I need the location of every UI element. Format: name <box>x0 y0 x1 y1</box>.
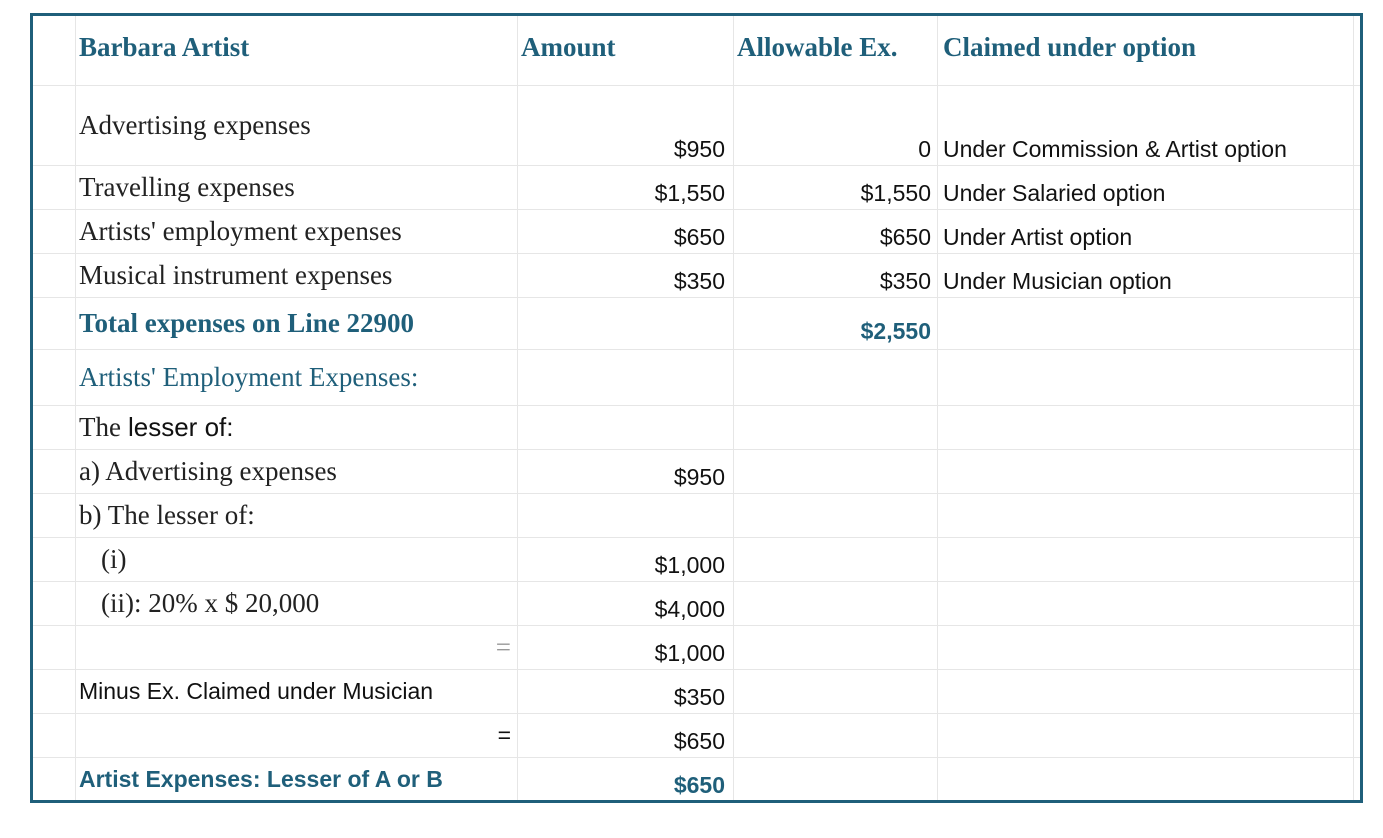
expense-label-cell[interactable]: Musical instrument expenses <box>79 260 393 290</box>
header-amount-cell[interactable]: Amount <box>521 32 616 62</box>
table-row <box>33 538 1363 582</box>
table-row <box>33 166 1363 210</box>
expense-amount-cell[interactable]: $950 <box>673 136 725 162</box>
lesser-prefix: The <box>79 412 121 442</box>
table-row <box>33 582 1363 626</box>
calc-label-cell[interactable]: (i) <box>101 544 127 574</box>
expense-label-cell[interactable]: Artists' employment expenses <box>79 216 402 246</box>
header-name-cell[interactable]: Barbara Artist <box>79 32 250 62</box>
expense-label-cell[interactable]: Travelling expenses <box>79 172 295 202</box>
calc-label-cell[interactable]: Minus Ex. Claimed under Musician <box>79 678 434 704</box>
table-row <box>33 254 1363 298</box>
calc-label-cell[interactable]: a) Advertising expenses <box>79 456 337 486</box>
equals-sign-cell[interactable]: = <box>495 632 511 662</box>
total-label-cell[interactable]: Total expenses on Line 22900 <box>79 308 415 338</box>
table-row <box>33 494 1363 538</box>
table-row <box>33 670 1363 714</box>
result-label-cell[interactable]: Artist Expenses: Lesser of A or B <box>79 766 443 792</box>
expense-allowable-cell[interactable]: $1,550 <box>860 180 931 206</box>
result-amount-cell[interactable]: $650 <box>673 772 725 798</box>
calc-amount-cell[interactable]: $950 <box>673 464 725 490</box>
lesser-of-cell[interactable] <box>75 406 517 449</box>
expense-option-cell[interactable]: Under Musician option <box>943 268 1172 294</box>
header-row <box>33 16 1363 86</box>
header-allowable-cell[interactable]: Allowable Ex. <box>737 32 898 62</box>
calc-amount-cell[interactable]: $1,000 <box>654 640 725 666</box>
table-row <box>33 86 1363 166</box>
lesser-suffix: lesser of: <box>127 412 234 442</box>
expense-option-cell[interactable]: Under Commission & Artist option <box>943 136 1287 162</box>
calc-amount-cell[interactable]: $350 <box>673 684 725 710</box>
spreadsheet-grid <box>33 16 1363 803</box>
total-row <box>33 298 1363 350</box>
expense-allowable-cell[interactable]: $650 <box>879 224 931 250</box>
table-row <box>33 350 1363 406</box>
empty-cell[interactable] <box>517 298 733 349</box>
expense-allowable-cell[interactable]: $350 <box>879 268 931 294</box>
expense-allowable-cell[interactable]: 0 <box>918 136 931 162</box>
calc-amount-cell[interactable]: $650 <box>673 728 725 754</box>
table-row <box>33 406 1363 450</box>
expense-label-cell[interactable]: Advertising expenses <box>79 110 311 140</box>
table-row <box>33 714 1363 758</box>
section-title-cell[interactable]: Artists' Employment Expenses: <box>79 362 419 392</box>
table-row <box>33 626 1363 670</box>
calc-amount-cell[interactable]: $1,000 <box>654 552 725 578</box>
header-option-cell[interactable]: Claimed under option <box>943 32 1197 62</box>
expense-amount-cell[interactable]: $350 <box>673 268 725 294</box>
calc-amount-cell[interactable]: $4,000 <box>654 596 725 622</box>
table-row <box>33 210 1363 254</box>
total-allowable-cell[interactable]: $2,550 <box>860 318 931 344</box>
spreadsheet-frame <box>30 13 1363 803</box>
result-row <box>33 758 1363 802</box>
table-row <box>33 450 1363 494</box>
equals-sign-cell[interactable]: = <box>497 722 511 748</box>
calc-label-cell[interactable]: (ii): 20% x $ 20,000 <box>101 588 320 618</box>
empty-cell[interactable] <box>937 298 1363 349</box>
expense-amount-cell[interactable]: $650 <box>673 224 725 250</box>
expense-option-cell[interactable]: Under Artist option <box>943 224 1133 250</box>
expense-amount-cell[interactable]: $1,550 <box>654 180 725 206</box>
calc-label-cell[interactable]: b) The lesser of: <box>79 500 255 530</box>
expense-option-cell[interactable]: Under Salaried option <box>943 180 1166 206</box>
